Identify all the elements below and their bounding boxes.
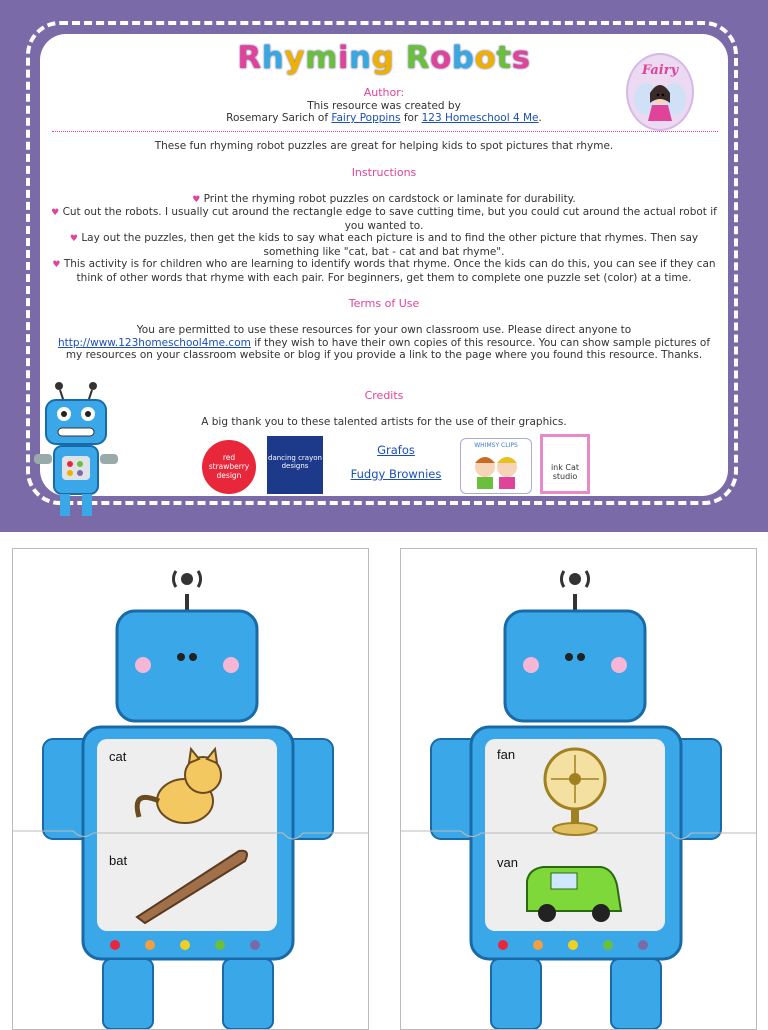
ink-cat-badge: [540, 434, 590, 494]
puzzle-card-fan-van: [400, 548, 757, 1030]
instruction-item-4: [50, 258, 718, 284]
terms-heading: Terms of Use: [348, 297, 420, 310]
whimsy-clips-text: WHIMSY CLIPS: [474, 442, 518, 449]
author-line: [50, 112, 718, 125]
instruction-item-1: [50, 193, 718, 207]
terms-text: [50, 324, 718, 362]
instruction-item-3: [50, 232, 718, 258]
title-letter: [394, 40, 405, 76]
top-word-label: cat: [109, 749, 127, 764]
period: .: [538, 112, 542, 124]
puzzle-card-cat-bat: [12, 548, 369, 1030]
homeschool-link[interactable]: 123 Homeschool 4 Me: [421, 112, 539, 124]
for-word: for: [403, 112, 419, 124]
heart-icon: ♥: [192, 195, 201, 205]
bottom-word-label: bat: [109, 853, 128, 868]
created-line: This resource was created by: [307, 100, 461, 112]
grafos-link[interactable]: Grafos: [377, 443, 415, 457]
terms-line-2: if they wish to have their own copies of this resource. You can show sample pictures of my resources on your classroom website or blog if you provide a link to the page where you found this resource. Thanks.: [65, 336, 711, 361]
heart-icon: ♥: [51, 208, 60, 218]
robot-body-left: [13, 549, 368, 1029]
antenna-icon: [561, 571, 588, 611]
fairy-poppins-link[interactable]: Fairy Poppins: [331, 112, 401, 124]
title-letter: o: [429, 40, 452, 76]
title-letter: n: [349, 40, 372, 76]
title-letter: y: [284, 40, 306, 76]
author-heading: Author:: [363, 86, 405, 99]
author-name: Rosemary Sarich of: [226, 112, 329, 124]
fudgy-brownies-link[interactable]: Fudgy Brownies: [350, 467, 442, 481]
divider: [52, 131, 718, 132]
kids-icon: [461, 449, 531, 491]
robot-body-right: [401, 549, 756, 1029]
heart-icon: ♥: [52, 260, 61, 270]
dancing-crayon-badge: dancing crayon designs: [267, 436, 323, 494]
bottom-word-label: van: [497, 855, 518, 870]
title-letter: R: [405, 40, 430, 76]
title-letter: o: [474, 40, 497, 76]
instruction-text-3: Lay out the puzzles, then get the kids to say what each picture is and to find the other picture that rhymes. Then say something like "cat, bat - cat and bat rhyme".: [81, 232, 699, 258]
whimsy-clips-badge: [460, 438, 532, 494]
antenna-icon: [173, 571, 200, 611]
logo-text: Fairy: [641, 63, 679, 78]
ink-cat-text: ink Cat studio: [550, 463, 580, 481]
title-letter: i: [337, 40, 350, 76]
corner-robot-icon: [24, 376, 128, 524]
instructions-heading: Instructions: [351, 166, 417, 179]
credits-text: A big thank you to these talented artists for the use of their graphics.: [201, 416, 567, 428]
heart-icon: ♥: [69, 234, 78, 244]
title-letter: m: [305, 40, 338, 76]
title-letter: g: [371, 40, 395, 76]
instruction-text-4: This activity is for children who are learning to identify words that rhyme. Once the kids can do this, you can see if they can think of other words that rhyme with each pair. For beginners, get them to complete one puzzle set (color) at a time.: [63, 258, 716, 284]
instruction-text-2: Cut out the robots. I usually cut around the rectangle edge to save cutting time, but you could cut around the actual robot if you wanted to.: [62, 206, 717, 232]
top-word-label: fan: [497, 747, 516, 762]
instruction-item-2: [50, 206, 718, 232]
title-letter: t: [496, 40, 512, 76]
credits-heading: Credits: [364, 389, 404, 402]
title-letter: h: [261, 40, 285, 76]
title-letter: R: [237, 40, 262, 76]
red-strawberry-badge: red strawberry design: [202, 440, 256, 494]
instruction-text-1: Print the rhyming robot puzzles on cardstock or laminate for durability.: [203, 193, 576, 205]
homeschool-url-link[interactable]: http://www.123homeschool4me.com: [57, 336, 251, 349]
intro-text: These fun rhyming robot puzzles are great for helping kids to spot pictures that rhyme.: [154, 140, 614, 152]
title-letter: s: [511, 40, 531, 76]
title-letter: b: [451, 40, 475, 76]
terms-line-1: You are permitted to use these resources for your own classroom use. Please direct anyone to: [136, 324, 632, 336]
